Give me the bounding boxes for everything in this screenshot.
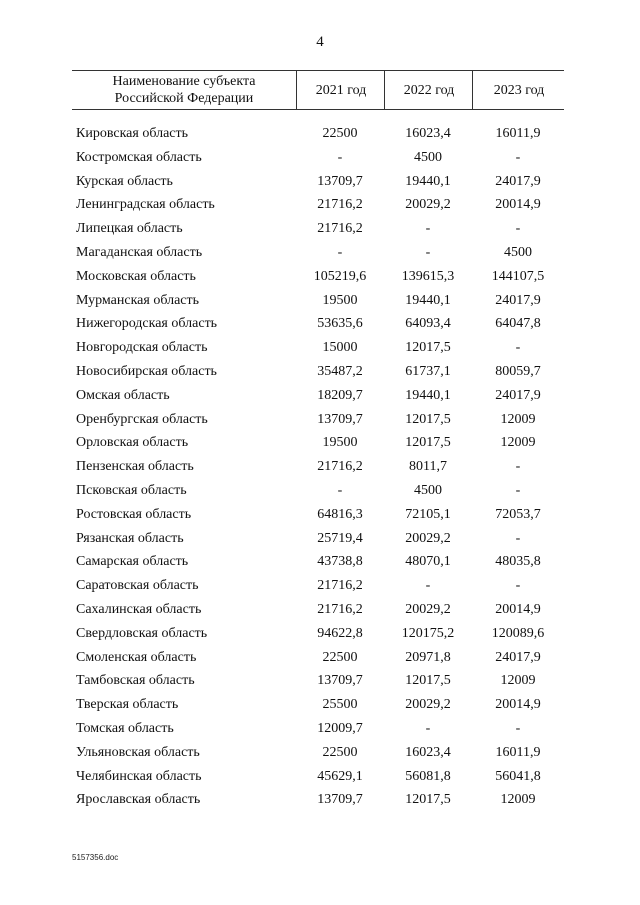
column-header-region: [72, 71, 296, 109]
value-2023-cell: 16011,9: [495, 126, 541, 141]
region-name-cell: Омская область: [76, 387, 170, 403]
value-2022-cell: 19440,1: [405, 292, 451, 308]
value-2023-cell: -: [515, 221, 521, 237]
value-2021-cell: 21716,2: [317, 221, 363, 237]
table-row: [72, 408, 564, 432]
value-2022-cell: 16023,4: [405, 126, 451, 141]
value-2023-cell: 80059,7: [495, 363, 541, 379]
value-2021-cell: 105219,6: [313, 268, 367, 284]
value-2021-cell: 64816,3: [317, 506, 363, 522]
value-2021-cell: 25500: [322, 697, 358, 713]
value-2022-cell: 72105,1: [405, 506, 451, 522]
value-2021-cell: 13709,7: [317, 792, 363, 808]
value-2022-cell: 12017,5: [405, 792, 451, 808]
value-2023-cell: 4500: [504, 244, 532, 260]
value-2021-cell: 12009,7: [317, 720, 363, 736]
column-header-region-line2: Российской Федерации: [114, 91, 254, 106]
value-2022-cell: 20971,8: [405, 649, 451, 665]
region-name-cell: Ульяновская область: [76, 744, 200, 760]
table-header: [72, 70, 564, 110]
value-2022-cell: -: [425, 578, 431, 594]
region-name-cell: Челябинская область: [76, 768, 202, 784]
value-2021-cell: 22500: [322, 126, 358, 141]
value-2021-cell: 22500: [322, 649, 358, 665]
value-2023-cell: 56041,8: [495, 768, 541, 784]
region-name-cell: Самарская область: [76, 554, 189, 570]
value-2021-cell: -: [337, 244, 343, 260]
value-2023-cell: 12009: [500, 435, 536, 451]
value-2022-cell: 4500: [414, 149, 442, 165]
page-number: 4: [316, 34, 324, 50]
value-2023-cell: 24017,9: [495, 292, 541, 308]
column-header-region-line1: Наименование субъекта: [112, 74, 256, 89]
region-name-cell: Рязанская область: [76, 530, 184, 546]
table-row: [72, 193, 564, 217]
value-2023-cell: -: [515, 459, 521, 475]
table-row: [72, 598, 564, 622]
value-2023-cell: -: [515, 578, 521, 594]
value-2021-cell: 21716,2: [317, 601, 363, 617]
value-2021-cell: 13709,7: [317, 673, 363, 689]
table-row: [72, 550, 564, 574]
table-row: [72, 289, 564, 313]
value-2023-cell: 12009: [500, 411, 536, 427]
value-2021-cell: 21716,2: [317, 578, 363, 594]
region-name-cell: Смоленская область: [76, 649, 197, 665]
region-name-cell: Нижегородская область: [76, 316, 218, 332]
region-name-cell: Ярославская область: [76, 792, 201, 808]
value-2021-cell: 19500: [322, 292, 358, 308]
value-2021-cell: 22500: [322, 744, 358, 760]
table-row: [72, 146, 564, 170]
value-2021-cell: 45629,1: [317, 768, 363, 784]
table-row: [72, 241, 564, 265]
table-row: [72, 574, 564, 598]
value-2022-cell: 20029,2: [405, 197, 451, 213]
region-name-cell: Новосибирская область: [76, 363, 217, 379]
value-2022-cell: 12017,5: [405, 435, 451, 451]
value-2021-cell: 94622,8: [317, 625, 363, 641]
table-row: [72, 336, 564, 360]
value-2022-cell: 20029,2: [405, 601, 451, 617]
value-2022-cell: 8011,7: [409, 459, 447, 475]
table-row: [72, 622, 564, 646]
value-2023-cell: -: [515, 149, 521, 165]
table-row: [72, 669, 564, 693]
table-row: [72, 265, 564, 289]
value-2023-cell: 144107,5: [491, 268, 545, 284]
table-row: [72, 717, 564, 741]
value-2021-cell: -: [337, 149, 343, 165]
value-2022-cell: 4500: [414, 482, 442, 498]
table-row: [72, 646, 564, 670]
value-2022-cell: 19440,1: [405, 173, 451, 189]
value-2021-cell: 21716,2: [317, 459, 363, 475]
region-name-cell: Оренбургская область: [76, 411, 208, 427]
value-2022-cell: 12017,5: [405, 673, 451, 689]
column-header-2023: 2023 год: [472, 71, 565, 109]
value-2021-cell: 53635,6: [317, 316, 363, 332]
value-2021-cell: 19500: [322, 435, 358, 451]
table-row: [72, 788, 564, 812]
table-row: [72, 170, 564, 194]
value-2023-cell: 16011,9: [495, 744, 541, 760]
value-2022-cell: -: [425, 244, 431, 260]
value-2022-cell: -: [425, 221, 431, 237]
table-row: [72, 503, 564, 527]
region-name-cell: Саратовская область: [76, 578, 199, 594]
table-row: [72, 765, 564, 789]
value-2022-cell: 16023,4: [405, 744, 451, 760]
value-2021-cell: 18209,7: [317, 387, 363, 403]
value-2021-cell: -: [337, 482, 343, 498]
value-2023-cell: 12009: [500, 673, 536, 689]
table-row: [72, 741, 564, 765]
region-name-cell: Тверская область: [76, 697, 179, 713]
region-name-cell: Кировская область: [76, 126, 189, 141]
value-2022-cell: 120175,2: [401, 625, 455, 641]
value-2023-cell: 64047,8: [495, 316, 541, 332]
value-2023-cell: -: [515, 482, 521, 498]
value-2023-cell: 120089,6: [491, 625, 545, 641]
table-row: [72, 384, 564, 408]
table-row: [72, 122, 564, 146]
table-row: [72, 693, 564, 717]
table-row: [72, 479, 564, 503]
region-name-cell: Курская область: [76, 173, 173, 189]
table-row: [72, 455, 564, 479]
value-2021-cell: 21716,2: [317, 197, 363, 213]
table-row: [72, 312, 564, 336]
region-name-cell: Свердловская область: [76, 625, 208, 641]
region-name-cell: Ростовская область: [76, 506, 192, 522]
value-2021-cell: 43738,8: [317, 554, 363, 570]
region-name-cell: Костромская область: [76, 149, 202, 165]
table-body: [72, 122, 564, 812]
table-row: [72, 360, 564, 384]
value-2023-cell: 20014,9: [495, 601, 541, 617]
region-name-cell: Псковская область: [76, 482, 187, 498]
value-2023-cell: 20014,9: [495, 197, 541, 213]
value-2022-cell: 56081,8: [405, 768, 451, 784]
value-2022-cell: 19440,1: [405, 387, 451, 403]
value-2021-cell: 15000: [322, 340, 358, 356]
region-name-cell: Орловская область: [76, 435, 189, 451]
value-2023-cell: 24017,9: [495, 387, 541, 403]
value-2023-cell: 24017,9: [495, 173, 541, 189]
region-name-cell: Пензенская область: [76, 459, 194, 475]
region-name-cell: Ленинградская область: [76, 197, 215, 213]
region-name-cell: Сахалинская область: [76, 601, 202, 617]
value-2022-cell: -: [425, 720, 431, 736]
region-name-cell: Тамбовская область: [76, 673, 195, 689]
column-header-2022: 2022 год: [384, 71, 473, 109]
value-2022-cell: 48070,1: [405, 554, 451, 570]
value-2021-cell: 13709,7: [317, 411, 363, 427]
region-name-cell: Новгородская область: [76, 340, 208, 356]
value-2023-cell: 24017,9: [495, 649, 541, 665]
value-2023-cell: 72053,7: [495, 506, 541, 522]
value-2022-cell: 12017,5: [405, 340, 451, 356]
value-2023-cell: -: [515, 720, 521, 736]
value-2022-cell: 12017,5: [405, 411, 451, 427]
region-name-cell: Мурманская область: [76, 292, 200, 308]
table-row: [72, 431, 564, 455]
table-row: [72, 217, 564, 241]
table-row: [72, 527, 564, 551]
value-2022-cell: 20029,2: [405, 530, 451, 546]
value-2021-cell: 25719,4: [317, 530, 363, 546]
value-2023-cell: 20014,9: [495, 697, 541, 713]
region-name-cell: Липецкая область: [76, 221, 183, 237]
region-name-cell: Томская область: [76, 720, 174, 736]
value-2022-cell: 64093,4: [405, 316, 451, 332]
value-2021-cell: 35487,2: [317, 363, 363, 379]
value-2021-cell: 13709,7: [317, 173, 363, 189]
document-filename: 5157356.doc: [72, 853, 119, 862]
value-2023-cell: 12009: [500, 792, 536, 808]
value-2023-cell: -: [515, 340, 521, 356]
value-2022-cell: 20029,2: [405, 697, 451, 713]
value-2023-cell: -: [515, 530, 521, 546]
region-name-cell: Магаданская область: [76, 244, 203, 260]
region-name-cell: Московская область: [76, 268, 196, 284]
column-header-2021: 2021 год: [296, 71, 385, 109]
value-2022-cell: 61737,1: [405, 363, 451, 379]
value-2022-cell: 139615,3: [401, 268, 455, 284]
value-2023-cell: 48035,8: [495, 554, 541, 570]
